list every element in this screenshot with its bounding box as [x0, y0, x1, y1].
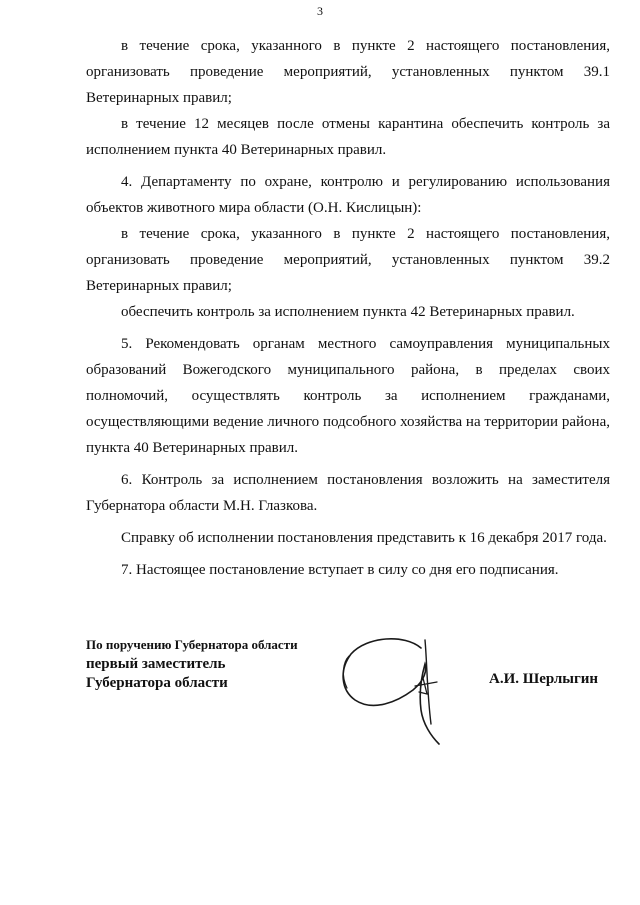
paragraph: в течение срока, указанного в пункте 2 настоящего постановления, организовать проведение мероприятий, установленных пунктом 39.2 Ветеринарных правил; — [86, 226, 610, 294]
paragraph: 7. Настоящее постановление вступает в силу со дня его подписания. — [121, 562, 559, 578]
paragraph: 6. Контроль за исполнением постановления возложить на заместителя Губернатора области М.Н. Глазкова. — [86, 472, 610, 514]
paragraph: в течение срока, указанного в пункте 2 настоящего постановления, организовать проведение мероприятий, установленных пунктом 39.1 Ветеринарных правил; — [86, 38, 610, 106]
paragraph: 5. Рекомендовать органам местного самоуправления муниципальных образований Вожегодского муниципального района, в пределах своих полномочий, осуществлять контроль за исполнением гражданами, осуществляющими ведение личного подсобного хозяйства на территории района, пункта 40 Ветеринарных правил. — [86, 336, 610, 456]
paragraph: обеспечить контроль за исполнением пункта 42 Ветеринарных правил. — [121, 304, 575, 320]
paragraph: Справку об исполнении постановления представить к 16 декабря 2017 года. — [121, 530, 607, 546]
signature-block — [86, 635, 298, 693]
signature-position-line: Губернатора области — [86, 675, 228, 691]
signature-authority-line: По поручению Губернатора области — [86, 637, 298, 652]
signer-name: А.И. Шерлыгин — [489, 671, 599, 687]
handwritten-signature — [335, 632, 455, 750]
paragraph: 4. Департаменту по охране, контролю и регулированию использования объектов животного мира области (О.Н. Кислицын): — [86, 174, 610, 216]
document-body — [86, 33, 610, 583]
signature-position-line: первый заместитель — [86, 656, 226, 672]
page-number: 3 — [317, 4, 323, 18]
paragraph: в течение 12 месяцев после отмены карантина обеспечить контроль за исполнением пункта 40 Ветеринарных правил. — [86, 116, 610, 158]
